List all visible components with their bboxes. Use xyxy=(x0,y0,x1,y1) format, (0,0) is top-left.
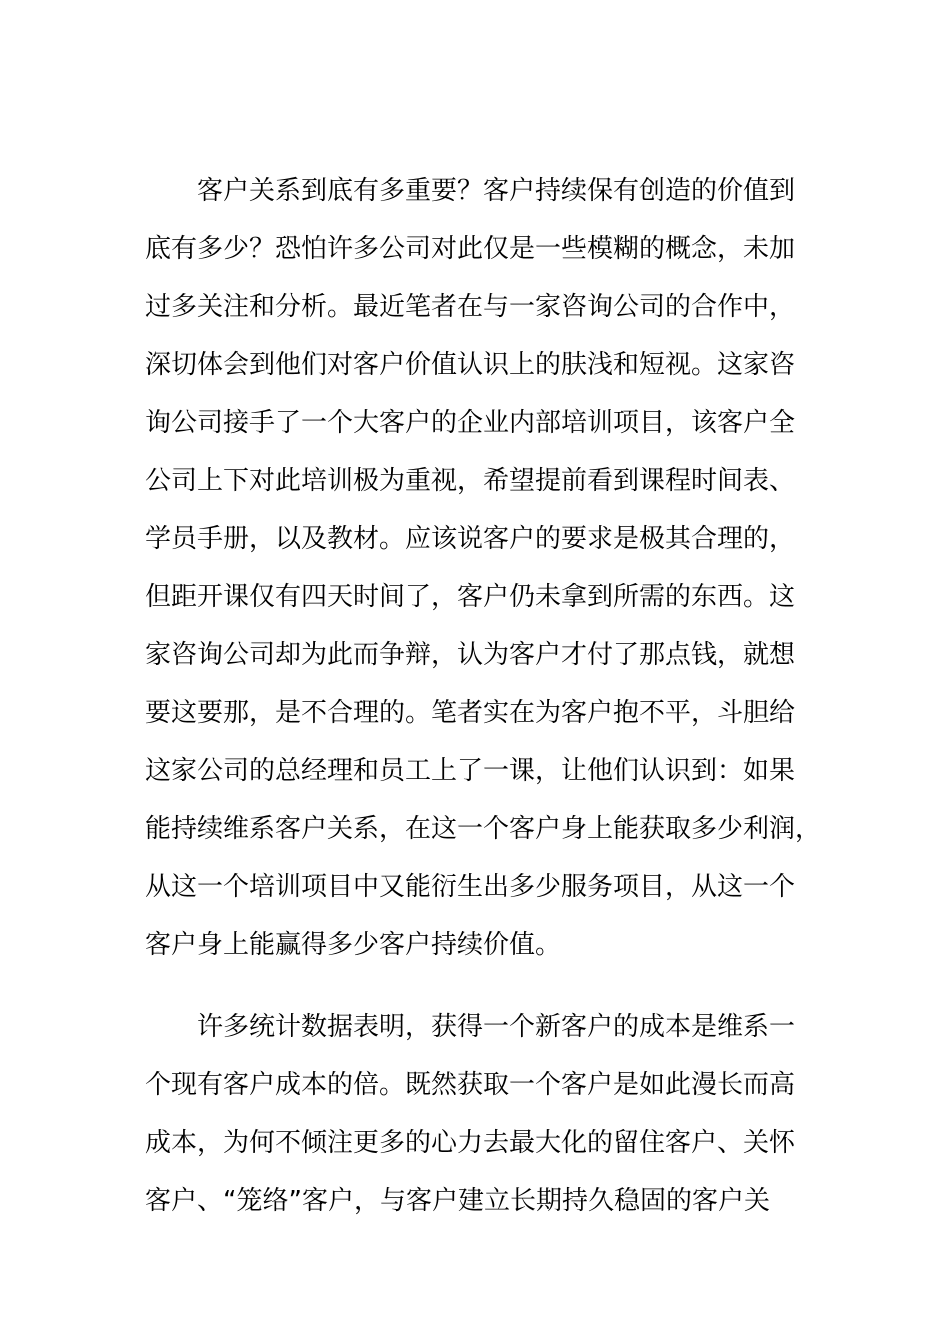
text-line: 要这要那，是不合理的。笔者实在为客户抱不平，斗胆给 xyxy=(145,698,796,728)
text-line: 家咨询公司却为此而争辩，认为客户才付了那点钱，就想 xyxy=(145,640,796,670)
text-line: 询公司接手了一个大客户的企业内部培训项目，该客户全 xyxy=(145,408,796,438)
text-line: 深切体会到他们对客户价值认识上的肤浅和短视。这家咨 xyxy=(145,350,796,380)
text-line: 客户关系到底有多重要？客户持续保有创造的价值到 xyxy=(197,176,796,206)
text-line: 许多统计数据表明，获得一个新客户的成本是维系一 xyxy=(197,1012,796,1042)
text-line: 能持续维系客户关系，在这一个客户身上能获取多少利润， xyxy=(145,814,822,844)
paragraph-acquisition-cost xyxy=(145,998,805,1230)
paragraph-customer-value xyxy=(145,162,822,974)
text-line: 这家公司的总经理和员工上了一课，让他们认识到：如果 xyxy=(145,756,796,786)
text-line: 客户身上能赢得多少客户持续价值。 xyxy=(145,930,562,960)
text-line: 过多关注和分析。最近笔者在与一家咨询公司的合作中， xyxy=(145,292,796,322)
text-line: 学员手册，以及教材。应该说客户的要求是极其合理的， xyxy=(145,524,796,554)
text-line: 成本，为何不倾注更多的心力去最大化的留住客户、关怀 xyxy=(145,1128,796,1158)
text-line: 个现有客户成本的倍。既然获取一个客户是如此漫长而高 xyxy=(145,1070,796,1100)
text-line: 客户、“笼络”客户，与客户建立长期持久稳固的客户关 xyxy=(145,1186,770,1216)
text-line: 从这一个培训项目中又能衍生出多少服务项目，从这一个 xyxy=(145,872,796,902)
text-line: 但距开课仅有四天时间了，客户仍未拿到所需的东西。这 xyxy=(145,582,796,612)
text-line: 公司上下对此培训极为重视，希望提前看到课程时间表、 xyxy=(145,466,796,496)
text-line: 底有多少？恐怕许多公司对此仅是一些模糊的概念，未加 xyxy=(145,234,796,264)
